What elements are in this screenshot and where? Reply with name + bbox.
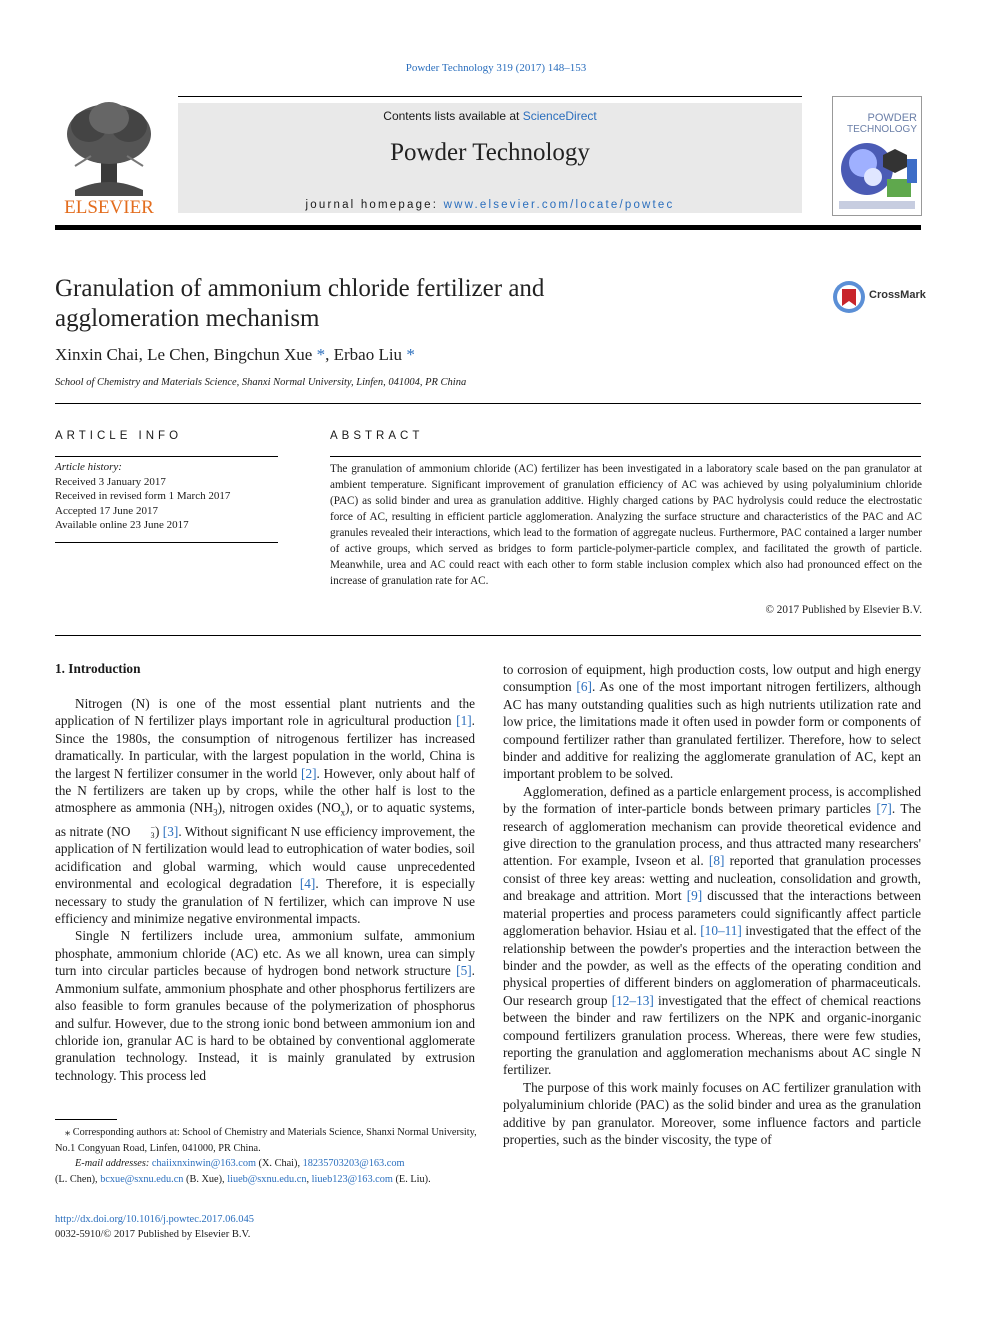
email-footnote: E-mail addresses: chaiixnxinwin@163.com (X. Chai), 18235703203@163.com (L. Chen), bcxue@sxnu.edu.cn (B. Xue), liueb@sxnu.edu.cn, liueb123@163.com (E. Liu). — [55, 1158, 431, 1185]
author-name: Xinxin Chai — [55, 345, 139, 364]
history-received: Received 3 January 2017 — [55, 475, 166, 488]
paragraph: Nitrogen (N) is one of the most essential plant nutrients and the application of N fertilizer plays important role in agricultural production [1]. Since the 1980s, the consumption of nitrogenous fertilizer has increased dramatically. In particular, with the largest population in the world, China is the largest N fertilizer consumer in the world [2]. However, only about half of the N fertilizers are taken up by crops, while the other half is lost to the atmosphere as ammonia $(NH_3)$, nitrogen oxides $(NO_x)$, or to aquatic systems, as nitrate (NO − 3 ) [3]. Without significant N use efficiency improvement, the application of N fertilization would lead to eutrophication of water bodies, soil acidification and global warming, which would cause unprecedented environmental and ecological degradation [4]. Therefore, it is especially necessary to study the granulation of N fertilizer, which can improve N use efficiency and minimize negative environmental impacts. — [55, 696, 476, 927]
cover-title-line2: TECHNOLOGY — [846, 124, 917, 135]
cover-title-line1: POWDER — [867, 112, 917, 124]
corresponding-author-footnote: ⁎ Corresponding authors at: School of Chemistry and Materials Science, Shanxi Normal University, No.1 Congyuan Road, Linfen, 041000, PR China. — [55, 1127, 477, 1154]
journal-citation[interactable]: Powder Technology 319 (2017) 148–153 — [405, 62, 587, 74]
journal-cover-thumbnail[interactable] — [832, 96, 922, 216]
journal-masthead — [178, 103, 802, 213]
reference-link[interactable]: [9] — [686, 888, 703, 904]
body-column-right — [503, 661, 921, 1148]
reference-link[interactable]: [3] — [162, 823, 179, 839]
author-separator: , — [325, 345, 334, 364]
article-title — [55, 274, 655, 334]
email-link[interactable]: chaiixnxinwin@163.com — [151, 1158, 256, 1169]
paragraph: Single N fertilizers include urea, ammonium sulfate, ammonium phosphate, ammonium chloride (AC) etc. As we all known, urea can simply turn into circular particles because of hydrogen bond network structure [5]. Ammonium sulfate, ammonium phosphate and other phosphorus fertilizers are also feasible to form granules because of the polymerization of phosphorus and sulfur. However, due to the strong ionic bond between ammonium ion and chloride ion, granular AC is hard to be obtained by conventional agglomerate granulation technology. Instead, it is mainly granulated by extrusion technology. This process led — [55, 928, 475, 1083]
reference-link[interactable]: [12–13] — [611, 992, 654, 1008]
journal-name: Powder Technology — [390, 139, 590, 166]
crossmark-icon — [832, 280, 866, 314]
author-2[interactable] — [147, 345, 214, 364]
homepage-prefix: journal homepage: — [305, 199, 444, 211]
header-divider — [55, 225, 921, 230]
author-name: Le Chen — [147, 345, 206, 364]
paragraph: Agglomeration, defined as a particle enlargement process, is accomplished by the formation of inter-particle bonds between primary particles [7]. The research of agglomeration mechanism can provide theoretical evidence and give direction to the granulation process, and thus attracted many researchers' attention. For example, Ivseon et al. [8] reported that granulation processes consist of three key areas: wetting and nucleation, consolidation and growth, and breakage and attrition. Mort [9] discussed that the interactions between material properties and process parameters could significantly affect particle agglomeration behavior. Hsiau et al. [10–11] investigated that the effect of the relationship between the powder's properties and the interaction between the binder and the powder, as well as the effects of the operating condition and physical properties of different binders on agglomeration of pharmaceuticals. Our research group [12–13] investigated that the effect of chemical reactions between the binder and raw fertilizers on the NPK and organic-inorganic compound fertilizers granulation process. Whereas, there were few studies, reporting the granulation and agglomeration mechanisms about AC single N fertilizer. — [503, 783, 921, 1078]
author-separator: , — [138, 345, 148, 364]
title-line-1: Granulation of ammonium chloride fertilizer and — [55, 275, 545, 302]
issn-line: 0032-5910/© 2017 Published by Elsevier B.V. — [55, 1229, 251, 1240]
article-info-rule-top — [55, 456, 278, 457]
footnote-rule — [55, 1119, 117, 1120]
contents-line — [178, 109, 802, 123]
reference-link[interactable]: [6] — [576, 679, 592, 695]
email-link[interactable]: liueb123@163.com — [311, 1173, 393, 1185]
homepage-link[interactable]: www.elsevier.com/locate/powtec — [443, 199, 675, 211]
reference-link[interactable]: [10–11] — [700, 923, 742, 939]
journal-homepage — [178, 199, 802, 211]
history-accepted: Accepted 17 June 2017 — [55, 504, 158, 517]
sciencedirect-link[interactable]: ScienceDirect — [522, 109, 597, 123]
email-link[interactable]: 18235703203@163.com — [302, 1158, 405, 1169]
abstract-divider — [55, 635, 921, 636]
author-name: Bingchun Xue — [213, 345, 313, 364]
reference-link[interactable]: [7] — [876, 801, 892, 817]
history-label: Article history: — [55, 461, 122, 473]
affiliation: School of Chemistry and Materials Science, Shanxi Normal University, Linfen, 041004, PR China — [55, 377, 467, 388]
contents-prefix: Contents lists available at — [383, 109, 523, 123]
abstract-text: The granulation of ammonium chloride (AC) fertilizer has been investigated in a laboratory scale based on the pan granulator at ambient temperature. Significant improvement of granulation efficiency of AC was achieved by using polyaluminium chloride (PAC) as solid binder and urea as granulation additive. Highly charged cations by PAC hydrolysis could reduce the electrostatic force of AC, resulting in efficient particle agglomeration. Analyzing the surface structure and characteristics of the PAC and AC granules revealed their interactions, which lead to the formation of aggregate nucleus. Furthermore, PAC contained a larger number of active groups, which served as bridges to form particle-polymer-particle complex, and facilitated the growth of particle. Meanwhile, urea and AC could react with each other to form stable inclusion complex which also had pronounced effect on the increase of granulation rate for AC. — [330, 463, 922, 587]
affiliation-divider — [55, 403, 921, 404]
section-heading-introduction: 1. Introduction — [55, 661, 141, 676]
article-info-rule-bottom — [55, 542, 278, 543]
history-revised: Received in revised form 1 March 2017 — [55, 490, 231, 502]
author-name: Erbao Liu — [333, 345, 403, 364]
author-4[interactable] — [334, 345, 415, 364]
elsevier-tree-icon — [55, 96, 163, 216]
article-info-heading: ARTICLE INFO — [55, 430, 183, 442]
elsevier-logo[interactable] — [55, 96, 163, 216]
author-1[interactable] — [55, 345, 147, 364]
crossmark-badge[interactable] — [832, 280, 932, 314]
abstract-copyright: © 2017 Published by Elsevier B.V. — [765, 604, 922, 616]
body-column-left — [55, 695, 475, 1084]
reference-link[interactable]: [2] — [301, 765, 317, 781]
reference-link[interactable]: [4] — [299, 876, 316, 892]
abstract-rule-top — [330, 456, 921, 457]
footnotes — [55, 1125, 477, 1187]
doi-link[interactable]: http://dx.doi.org/10.1016/j.powtec.2017.06.045 — [55, 1214, 255, 1225]
author-3[interactable] — [214, 345, 334, 364]
title-line-2: agglomeration mechanism — [55, 305, 320, 332]
masthead-top-rule — [178, 96, 802, 97]
reference-link[interactable]: [1] — [456, 713, 472, 729]
reference-link[interactable]: [8] — [708, 853, 725, 869]
abstract-heading: ABSTRACT — [330, 430, 424, 442]
email-link[interactable]: bcxue@sxnu.edu.cn — [100, 1173, 184, 1185]
author-list — [55, 345, 415, 365]
elsevier-wordmark: ELSEVIER — [64, 197, 154, 216]
article-history — [55, 460, 280, 533]
author-separator: , — [205, 345, 214, 364]
reference-link[interactable]: [5] — [456, 963, 472, 979]
history-online: Available online 23 June 2017 — [55, 519, 189, 531]
corresponding-author-mark[interactable]: * — [406, 345, 415, 364]
cover-art-icon — [833, 97, 921, 215]
email-link[interactable]: liueb@sxnu.edu.cn — [227, 1173, 307, 1185]
paragraph: The purpose of this work mainly focuses on AC fertilizer granulation with polyaluminium chloride (PAC) as the solid binder and urea as the granulation additive by pan granulator. Moreover, some influence factors and particle properties, such as the binder viscosity, the type of — [503, 1079, 921, 1147]
paragraph: to corrosion of equipment, high production costs, low output and high energy consumption [6]. As one of the most important nitrogen fertilizers, although AC has many outstanding qualities such as high nutrients utilization rate and low price, the limitations made it often used in powder form or components of compound fertilizer rather than granulated fertilizer. Therefore, how to select binder and additive for realizing the agglomerate granulation of AC, kept an important problem to be solved. — [503, 662, 921, 782]
crossmark-label: CrossMark — [869, 289, 926, 301]
corresponding-author-mark[interactable]: * — [316, 345, 326, 364]
